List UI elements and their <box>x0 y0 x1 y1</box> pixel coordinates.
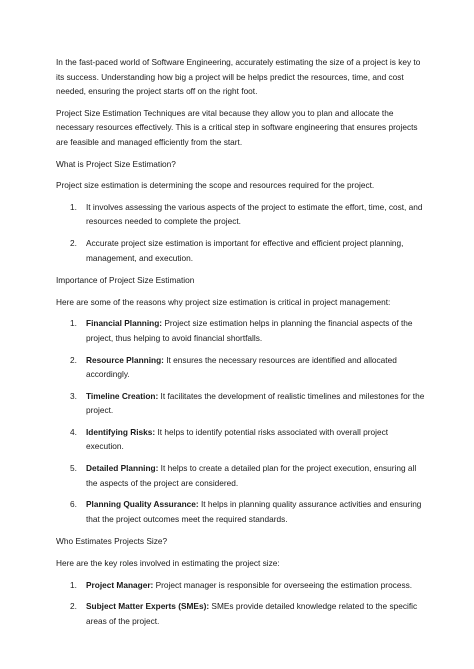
list-item-term: Planning Quality Assurance: <box>86 499 199 510</box>
intro-paragraph-1: In the fast-paced world of Software Engineering, accurately estimating the size of a project is key to its success. Understanding how big a project will be helps predict the resources, time, and cost needed, ensuring the project starts off on the right foot. <box>56 57 421 97</box>
list-item-term: Project Manager: <box>86 579 154 590</box>
list-importance <box>56 316 428 526</box>
list-item-term: Subject Matter Experts (SMEs): <box>86 601 210 612</box>
list-item-number: 2. <box>70 601 77 612</box>
list-item-term: Timeline Creation: <box>86 390 159 401</box>
list-item-number: 3. <box>70 390 77 401</box>
list-item-text: Project size estimation helps in planning the financial aspects of the project, thus helping to avoid financial shortfalls. <box>86 318 413 343</box>
list-item-number: 6. <box>70 499 77 510</box>
list-item <box>56 353 428 382</box>
section-heading-who-estimates: Who Estimates Projects Size? <box>56 536 168 547</box>
list-item-number: 2. <box>70 354 77 365</box>
document-page <box>56 55 428 636</box>
list-item-number: 4. <box>70 426 77 437</box>
list-item-text: It involves assessing the various aspects of the project to estimate the effort, time, cost, and resources needed to complete the project. <box>86 201 423 227</box>
list-item <box>56 599 428 628</box>
list-item <box>56 461 428 490</box>
list-item <box>56 200 428 229</box>
section-heading-importance: Importance of Project Size Estimation <box>56 275 195 286</box>
list-item-number: 1. <box>70 318 77 329</box>
list-item-number: 2. <box>70 237 77 248</box>
list-item-number: 1. <box>70 579 77 590</box>
list-item-term: Detailed Planning: <box>86 463 159 474</box>
list-item-text: It ensures the necessary resources are identified and allocated accordingly. <box>86 354 397 380</box>
list-item-number: 5. <box>70 463 77 474</box>
list-item-text: It helps to create a detailed plan for the project execution, ensuring all the aspects of the project are considered. <box>86 463 417 488</box>
list-who-estimates <box>56 578 428 629</box>
list-item-number: 1. <box>70 201 77 212</box>
list-item-text: It helps in planning quality assurance activities and ensuring that the project outcomes meet the required standards. <box>86 499 422 524</box>
list-item <box>56 236 428 265</box>
list-item <box>56 578 428 593</box>
section-text-importance: Here are some of the reasons why project size estimation is critical in project management: <box>56 296 391 307</box>
list-item-text: It facilitates the development of realistic timelines and milestones for the project. <box>86 390 425 416</box>
list-item-term: Identifying Risks: <box>86 426 156 437</box>
intro-paragraph-2: Project Size Estimation Techniques are vital because they allow you to plan and allocate the necessary resources effectively. This is a critical step in software engineering that ensures projects are feasible and managed efficiently from the start. <box>56 107 418 147</box>
list-item-term: Financial Planning: <box>86 318 163 329</box>
list-item-text: Project manager is responsible for overseeing the estimation process. <box>153 579 413 590</box>
list-item-term: Resource Planning: <box>86 354 164 365</box>
list-item-text: SMEs provide detailed knowledge related to the specific areas of the project. <box>86 601 418 626</box>
list-item-text: It helps to identify potential risks associated with overall project execution. <box>86 426 389 452</box>
list-item <box>56 425 428 454</box>
list-item <box>56 389 428 418</box>
list-item <box>56 316 428 345</box>
section-text-what-is: Project size estimation is determining the scope and resources required for the project. <box>56 180 375 191</box>
list-item-text: Accurate project size estimation is important for effective and efficient project planning, management, and execution. <box>86 237 404 263</box>
section-heading-what-is: What is Project Size Estimation? <box>56 158 176 169</box>
list-what-is <box>56 200 428 265</box>
section-text-who-estimates: Here are the key roles involved in estimating the project size: <box>56 558 280 569</box>
list-item <box>56 497 428 526</box>
